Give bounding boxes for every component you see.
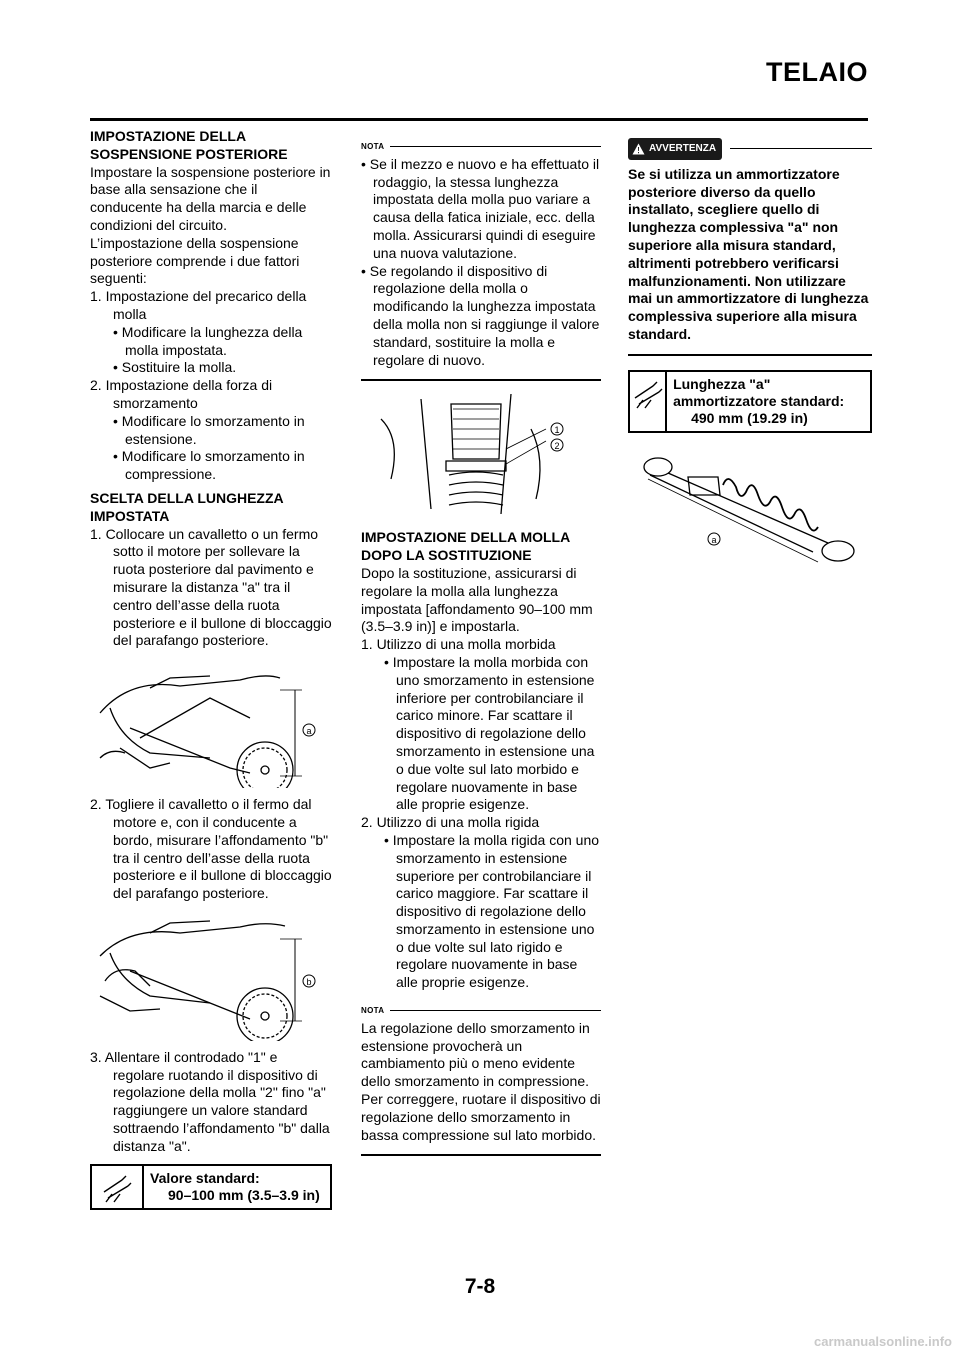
note-label-2: NOTA [361,1006,385,1016]
note-text-2: La regolazione dello smorzamento in estensione provocherà un cambiamento più o meno evidente dello smorzamento in compressione. Per correggere, ruotare il dispositivo di regolazione dello smorzamento in bassa compressione sul lato morbido. [361,1019,601,1143]
column-left [90,128,332,1210]
warning-triangle-icon [632,143,645,155]
page-section-title: TELAIO [766,57,868,87]
page-number: 7-8 [464,1275,496,1298]
bullet-replace-spring: • Sostituire la molla. [113,359,237,376]
note-header-2 [361,1002,601,1020]
column-middle [361,128,601,1162]
note-label: NOTA [361,142,385,151]
spec-box-shock-length [628,370,872,433]
list-item-damping: 2. Impostazione della forza di smorzamento [90,377,273,411]
bullet-compression: • Modificare lo smorzamento in compressione. [113,448,305,483]
caliper-icon-2 [630,372,667,431]
motorcycle-loaded-figure [90,911,332,1041]
warning-header [628,138,872,160]
figure-label-2: 2 [554,441,560,452]
figure-label-a-shock: a [711,534,717,545]
bullet-soft-spring: • Impostare la molla morbida con uno smorzamento in estensione inferiore per controbilanciare il carico minore. Far scattare il dispositivo di regolazione dello smorzamento in estensione una o due volte sul lato morbido e regolare nuovamente in base alle proprie esigenze. [384,653,595,813]
note-bullet-1: • Se il mezzo e nuovo e ha effettuato il rodaggio, la stessa lunghezza impostata della molla puo variare a causa della fatica iniziale, ecc. della molla. Assicurarsi quindi di eseguire una nuova valutazione. [361,155,600,261]
spec-box-standard-value [90,1164,332,1210]
spec-value-shock: 490 mm (19.29 in) [691,409,808,426]
warning-text: Se si utilizza un ammortizzatore posteriore diverso da quello installato, scegliere quello di lunghezza complessiva "a" non superiore alla misura standard, altrimenti potrebbero verificarsi malfunzionamenti. Non utilizzare mai un ammortizzatore di lunghezza complessiva superiore alla misura standard. [628,165,869,342]
figure-label-1: 1 [554,425,560,436]
step-3: 3. Allentare il controdado "1" e regolare ruotando il dispositivo di regolazione della molla "2" fino "a" raggiungere un valore standard sottraendo l’affondamento "b" dalla distanza "a". [90,1048,330,1154]
note-end-rule [361,379,601,381]
heading-set-length: SCELTA DELLA LUNGHEZZA IMPOSTATA [90,489,284,524]
heading-rear-suspension: IMPOSTAZIONE DELLA SOSPENSIONE POSTERIORE [90,128,288,162]
shock-absorber-figure [628,447,872,587]
figure-label-a: a [306,726,312,737]
paragraph-intro: Impostare la sospensione posteriore in base alla sensazione che il conducente ha della marcia e delle condizioni del circuito. [90,163,331,233]
warning-badge [628,138,722,160]
note-end-rule-2 [361,1154,601,1156]
step-1: 1. Collocare un cavalletto o un fermo sotto il motore per sollevare la ruota posteriore dal pavimento e misurare la distanza "a" tra il centro dell’asse della ruota posteriore e il bullone di bloccaggio del parafango posteriore. [90,525,332,649]
footer-watermark: carmanualsonline.info [814,1334,952,1349]
figure-label-b: b [306,976,312,987]
note-bullet-2: • Se regolando il dispositivo di regolazione della molla o modificando la lunghezza impostata della molla non si raggiunge il valore standard, sostituire la molla e regolare di nuovo. [361,262,600,368]
spring-adjuster-figure [361,389,601,521]
paragraph-after-replacement: Dopo la sostituzione, assicurarsi di regolare la molla alla lunghezza impostata [affondamento 90–100 mm (3.5–3.9 in)] e impostarla. [361,564,593,635]
step-2: 2. Togliere il cavalletto o il fermo dal motore e, con il conducente a bordo, misurare l’affondamento "b" tra il centro dell’asse della ruota posteriore e il bullone di bloccaggio del parafango posteriore. [90,796,332,902]
list-item-preload: 1. Impostazione del precarico della molla [90,288,307,322]
header-rule [90,118,868,121]
heading-spring-after-replacement: IMPOSTAZIONE DELLA MOLLA DOPO LA SOSTITUZIONE [361,529,570,564]
caliper-icon [92,1166,144,1208]
list-item-soft-spring: 1. Utilizzo di una molla morbida [361,636,556,653]
bullet-rebound: • Modificare lo smorzamento in estensione. [113,412,305,447]
note-header [361,138,601,156]
bullet-stiff-spring: • Impostare la molla rigida con uno smorzamento in estensione superiore per controbilanciare il carico maggiore. Far scattare il dispositivo di regolazione dello smorzamento in estensione uno o due volte sul lato rigido e regolare nuovamente in base alle proprie esigenze. [384,831,600,991]
spec-label-shock: Lunghezza "a" ammortizzatore standard: [673,375,845,409]
bullet-spring-length: • Modificare la lunghezza della molla impostata. [113,323,303,358]
warning-label: AVVERTENZA [649,143,717,154]
list-item-stiff-spring: 2. Utilizzo di una molla rigida [361,814,540,831]
spec-value: 90–100 mm (3.5–3.9 in) [168,1186,320,1203]
column-right [628,128,872,595]
warning-end-rule [628,354,872,356]
motorcycle-raised-figure [90,658,332,788]
paragraph-factors: L’impostazione della sospensione posteriore comprende i due fattori seguenti: [90,234,300,287]
spec-label: Valore standard: [150,1169,260,1186]
